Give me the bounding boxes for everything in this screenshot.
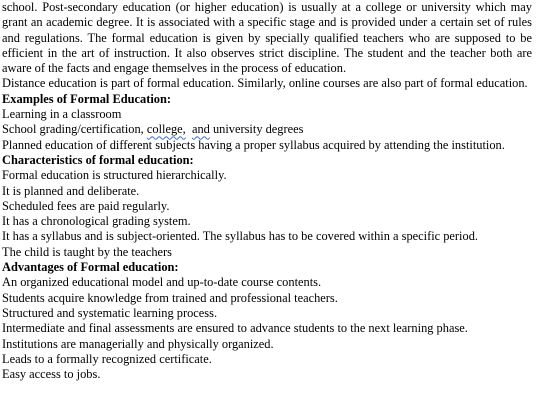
and-word: and (191, 122, 210, 137)
examples-heading: Examples of Formal Education: (2, 91, 171, 106)
characteristic-item: The child is taught by the teachers (2, 244, 172, 259)
intro-paragraph: school. Post-secondary education (or higher education) is usually at a college or university which may grant an academic degree. It is associated with a specific stage and is provided under a certain set of rules and regulations. The formal education is given by specially qualified teachers who are supposed to be efficient in the art of instruction. It also observes strict discipline. The student and the teacher both are aware of the facts and engage themselves in the process of education. (2, 0, 532, 76)
example-text: university degrees (212, 122, 304, 137)
advantage-item: An organized educational model and up-to-date course contents. (2, 275, 322, 290)
advantages-heading: Advantages of Formal education: (2, 260, 179, 275)
example-text: School grading/certification, (2, 122, 144, 137)
characteristic-item: It has a chronological grading system. (2, 214, 191, 229)
advantage-item: Leads to a formally recognized certificate. (2, 351, 212, 366)
distance-education-paragraph: Distance education is part of formal education. Similarly, online courses are also part of formal education. (2, 76, 528, 91)
example-item: Planned education of different subjects having a proper syllabus acquired by attending the institution. (2, 137, 505, 152)
example-item: Learning in a classroom (2, 107, 122, 122)
characteristic-item: Scheduled fees are paid regularly. (2, 198, 170, 213)
document-body (2, 0, 532, 382)
example-item-degrees (2, 122, 532, 137)
advantage-item: Intermediate and final assessments are ensured to advance students to the next learning phase. (2, 321, 468, 336)
characteristic-item: Formal education is structured hierarchically. (2, 168, 227, 183)
advantage-item: Structured and systematic learning process. (2, 305, 218, 320)
characteristics-heading: Characteristics of formal education: (2, 152, 194, 167)
characteristic-item: It has a syllabus and is subject-oriented. The syllabus has to be covered within a specific period. (2, 229, 478, 244)
advantage-item: Students acquire knowledge from trained and professional teachers. (2, 290, 338, 305)
characteristic-item: It is planned and deliberate. (2, 183, 140, 198)
advantage-item: Institutions are managerially and physically organized. (2, 336, 274, 351)
advantage-item: Easy access to jobs. (2, 367, 101, 382)
college-word: college, (146, 122, 186, 137)
